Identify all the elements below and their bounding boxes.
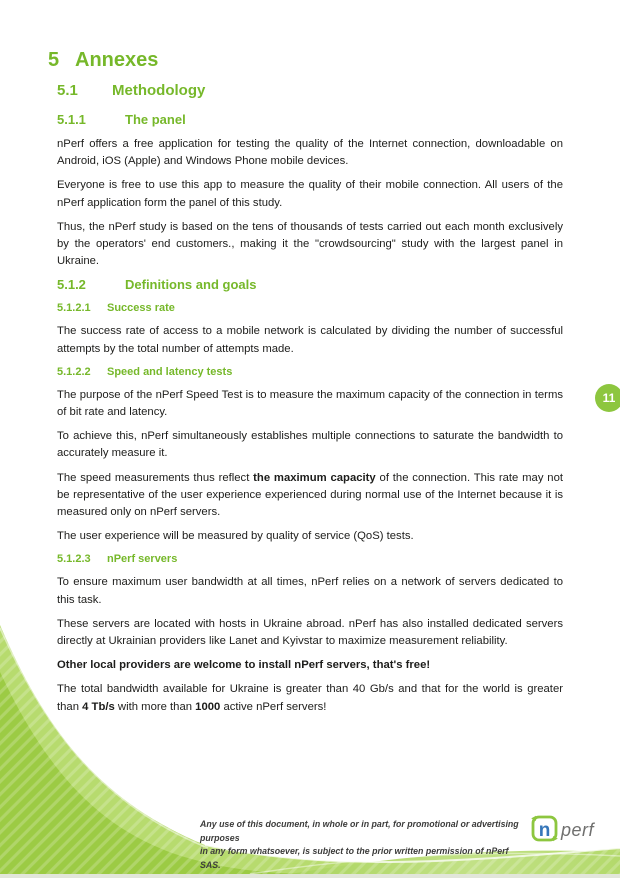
- heading-number: 5.1.2.1: [57, 302, 91, 315]
- paragraph-ensure-bandwidth: To ensure maximum user bandwidth at all times, nPerf relies on a network of servers dedicated to this task.: [57, 576, 563, 606]
- heading-number: 5: [48, 49, 60, 71]
- paragraph-app-offer: nPerf offers a free application for testing the quality of the Internet connection, downloadable on Android, iOS (Apple) and Windows Phone mobile devices.: [57, 138, 563, 168]
- paragraph-qos: The user experience will be measured by quality of service (QoS) tests.: [57, 530, 414, 543]
- heading-annexes: [48, 48, 563, 72]
- footer-notice: [200, 818, 520, 872]
- heading-label: The panel: [125, 112, 186, 127]
- heading-number: 5.1.2.3: [57, 553, 91, 566]
- text-segment-bold: the maximum capacity: [253, 471, 376, 484]
- heading-label: Definitions and goals: [125, 277, 257, 293]
- heading-number: 5.1.1: [57, 112, 86, 127]
- heading-label: Annexes: [75, 49, 159, 71]
- text-segment: of the connection. This rate may not be representative of the user experience experienced during normal use of the Internet because it is measured only on nPerf servers.: [57, 471, 563, 519]
- text-segment-bold: 1000: [195, 700, 221, 713]
- text-segment: with more than: [114, 700, 196, 713]
- paragraph-speed-measurements: [57, 470, 563, 522]
- page-number-badge: 11: [595, 384, 620, 412]
- heading-label: Success rate: [107, 302, 175, 315]
- heading-the-panel: [57, 112, 563, 128]
- heading-label: nPerf servers: [107, 553, 178, 566]
- nperf-logo: [528, 811, 610, 850]
- footer-notice-line-2: in any form whatsoever, is subject to the prior written permission of nPerf SAS.: [200, 846, 509, 870]
- heading-methodology: [57, 81, 563, 100]
- paragraph-crowdsourcing: Thus, the nPerf study is based on the tens of thousands of tests carried out each month exclusively by the operators' end customers., making it the "crowdsourcing" study with the largest panel in Ukraine.: [57, 220, 563, 268]
- heading-number: 5.1.2.2: [57, 365, 91, 378]
- paragraph-everyone-free: Everyone is free to use this app to measure the quality of their mobile connection. All users of the nPerf application form the panel of this study.: [57, 179, 563, 209]
- paragraph-providers-welcome: Other local providers are welcome to install nPerf servers, that's free!: [57, 659, 431, 672]
- paragraph-servers-located: These servers are located with hosts in Ukraine abroad. nPerf has also installed dedicated servers directly at Ukrainian providers like Lanet and Kyivstar to maximize measurement reliability.: [57, 617, 563, 648]
- paragraph-speed-test-purpose: The purpose of the nPerf Speed Test is to measure the maximum capacity of the connection in terms of bit rate and latency.: [57, 388, 563, 419]
- heading-label: Methodology: [112, 82, 206, 99]
- nperf-logo-perf: perf: [561, 820, 595, 840]
- text-segment: active nPerf servers!: [220, 700, 327, 713]
- footer-notice-line-1: Any use of this document, in whole or in part, for promotional or advertising purposes: [200, 819, 519, 843]
- text-segment: The total bandwidth available for Ukraine is greater than 40 Gb/s and that for the world is greater than: [57, 683, 563, 713]
- heading-label: Speed and latency tests: [107, 365, 233, 378]
- nperf-logo-n: n: [538, 820, 551, 841]
- heading-nperf-servers: [57, 552, 563, 566]
- nperf-logo-icon: [528, 811, 610, 845]
- text-segment: The speed measurements thus reflect: [57, 471, 254, 484]
- paragraph-achieve: To achieve this, nPerf simultaneously establishes multiple connections to saturate the bandwidth to accurately measure it.: [57, 430, 563, 460]
- heading-number: 5.1: [57, 82, 78, 99]
- heading-definitions-goals: [57, 277, 563, 293]
- text-segment-bold: 4 Tb/s: [82, 700, 115, 713]
- heading-speed-latency-tests: [57, 365, 563, 379]
- paragraph-success-rate: The success rate of access to a mobile network is calculated by dividing the number of successful attempts by the total number of attempts made.: [57, 325, 563, 355]
- heading-number: 5.1.2: [57, 277, 86, 293]
- heading-success-rate: [57, 301, 563, 315]
